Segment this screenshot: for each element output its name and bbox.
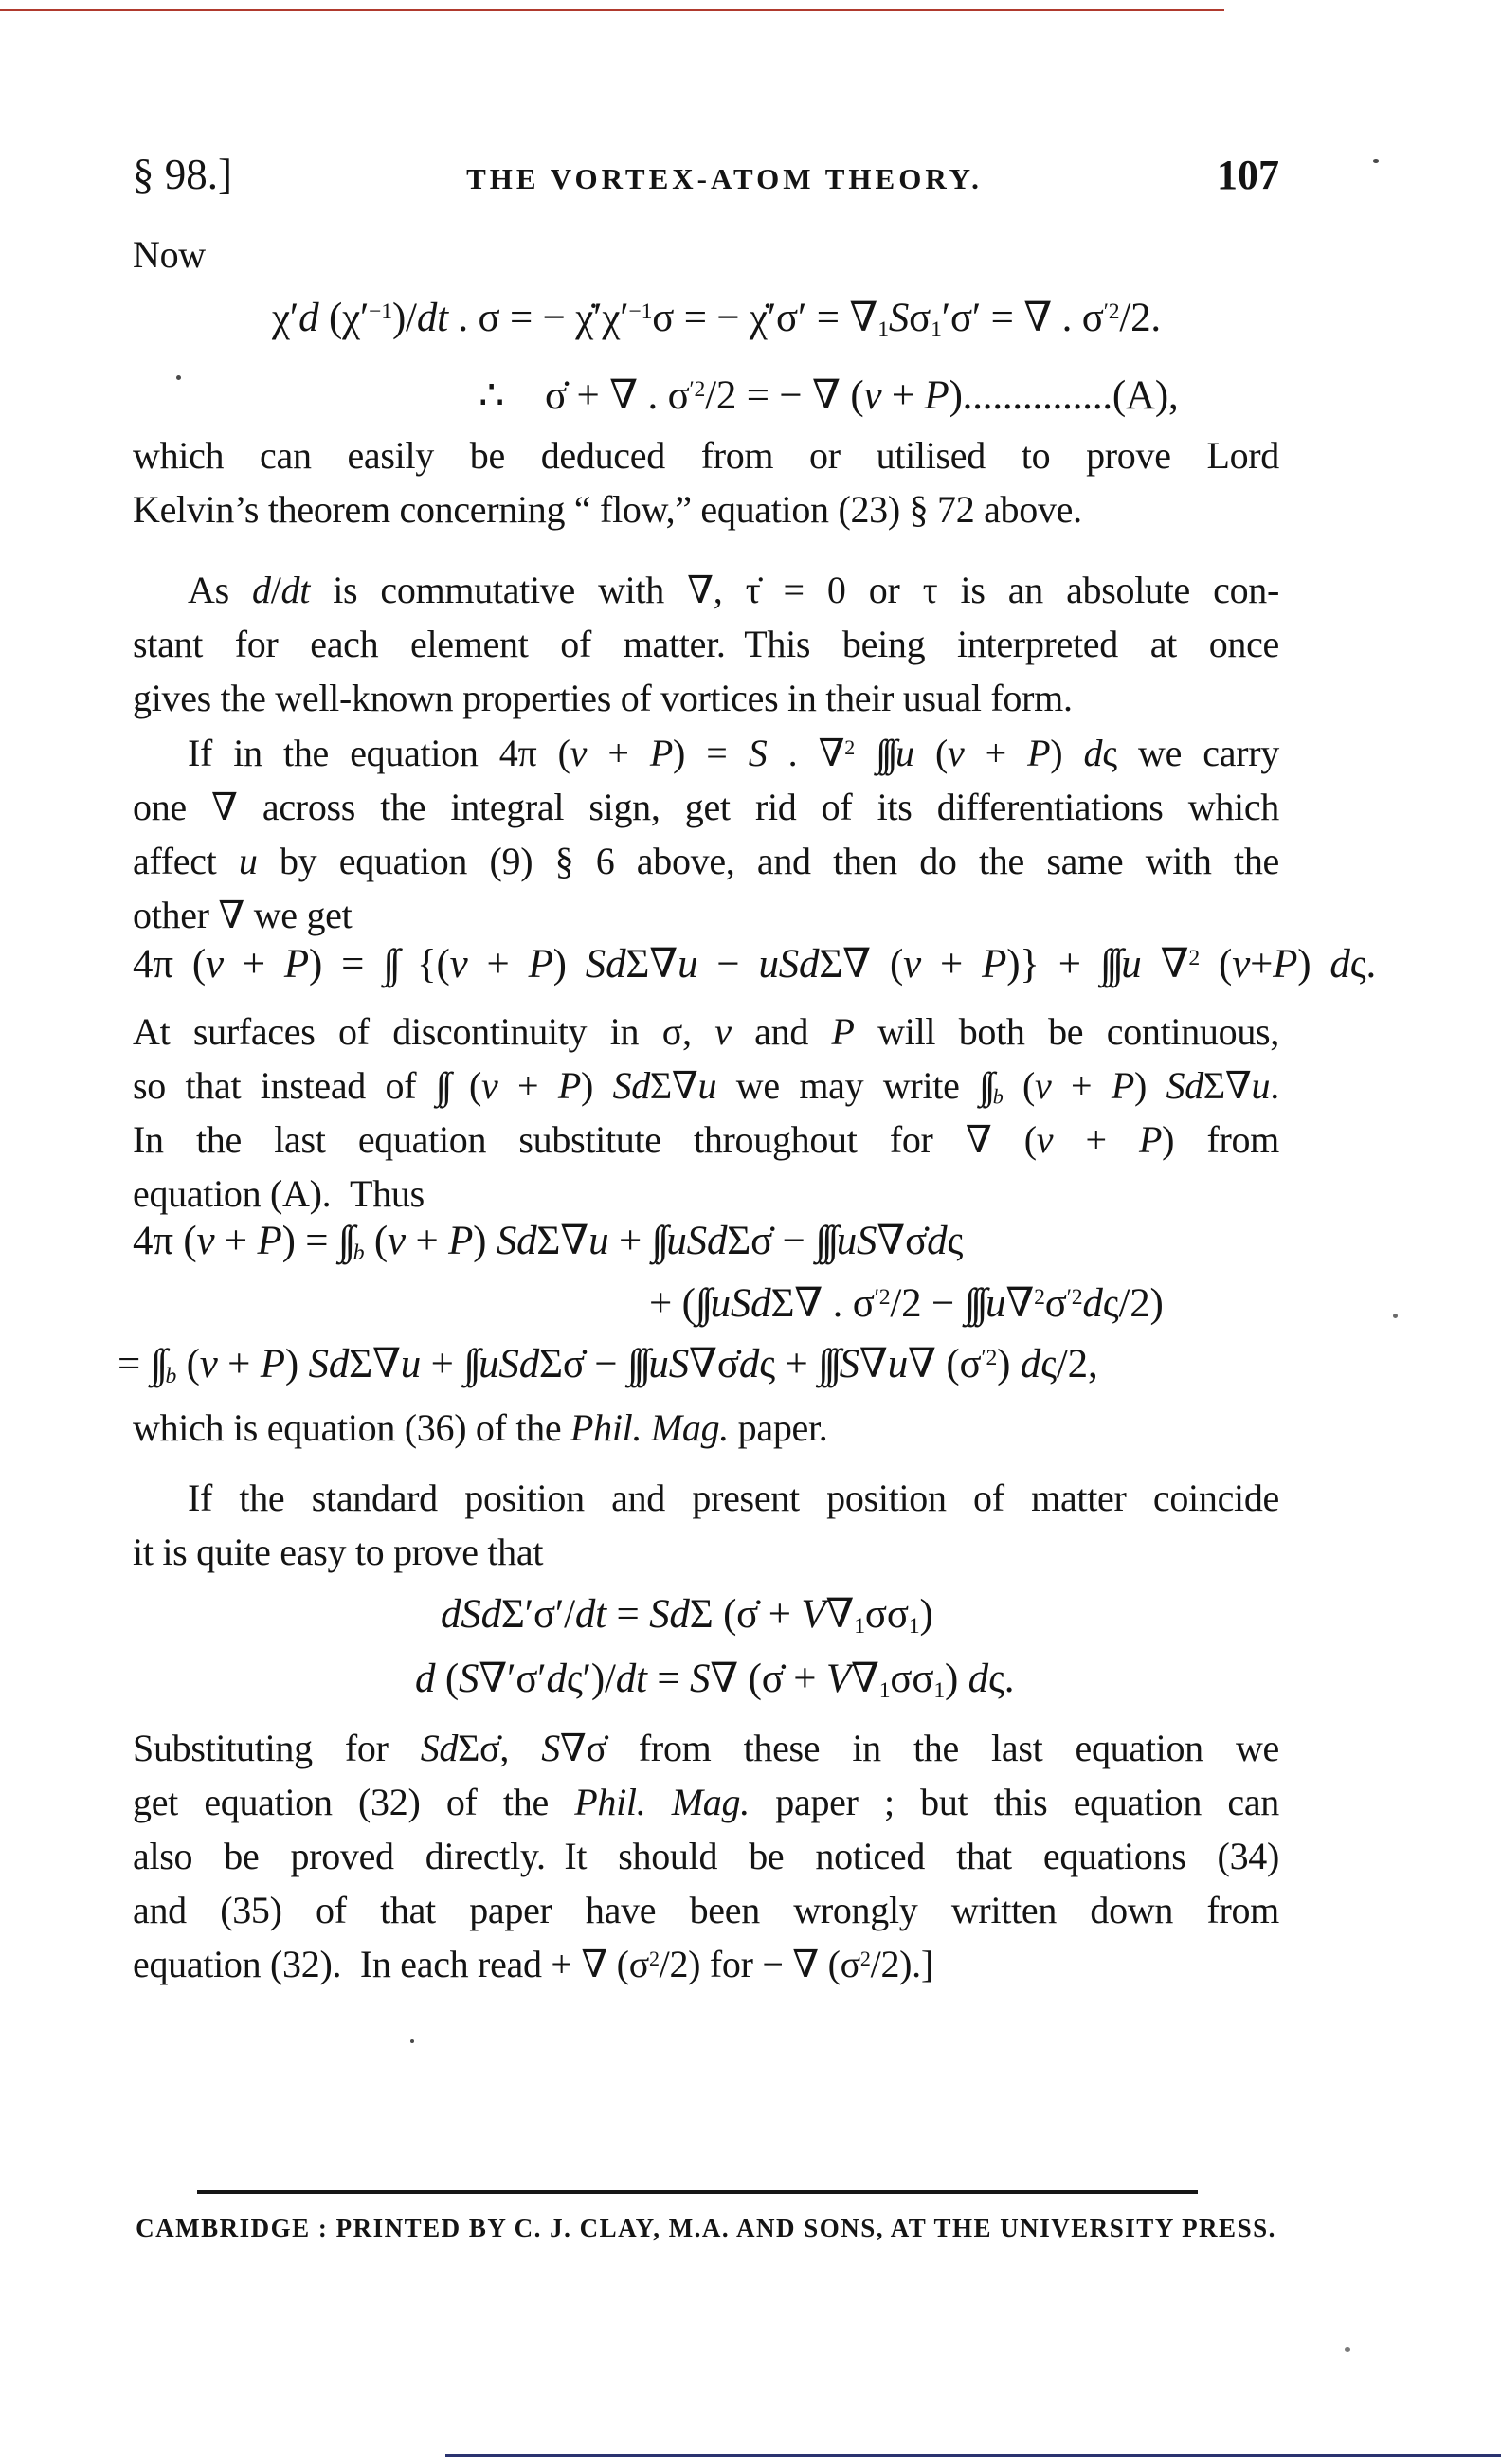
- scan-edge-artifact-top: [0, 9, 1224, 11]
- text-line: equation (32). In each read + ∇ $(\sigma^2/2)$ for − ∇ $(\sigma^2/2)$.]: [133, 1943, 933, 1985]
- text-line: As d/dt is commutative with ∇, τ̇ = 0 or τ is an absolute con-: [188, 569, 1279, 611]
- paragraph-equation-36: [133, 1401, 1279, 1455]
- text-line: other ∇ we get: [133, 894, 353, 936]
- text-line: gives the well-known properties of vortices in their usual form.: [133, 677, 1073, 719]
- text-line: If the standard position and present position of matter coincide: [188, 1477, 1279, 1519]
- equation-block-line-2: + (∫∫uSdΣ∇ . $\sigma^{'2}/2 - \int\int\int u\nabla^2\sigma^{'2}d\varsigma/2$): [649, 1281, 1164, 1326]
- equation-coincide-line-1: dSdΣ′σ′/dt = SdΣ (σ̇ + $V\nabla_1\sigma\sigma_1$): [441, 1592, 933, 1639]
- paragraph-commutative: [133, 563, 1279, 725]
- page-header: [133, 150, 1279, 199]
- text-line: Substituting for SdΣσ̇, S∇σ̇ from these in the last equation we: [133, 1727, 1279, 1769]
- ink-speck: [410, 2039, 414, 2043]
- paragraph-discontinuity: [133, 1005, 1279, 1221]
- text-line: Now: [133, 233, 206, 276]
- paragraph-if-equation: [133, 726, 1279, 942]
- paragraph-substituting: [133, 1721, 1279, 1991]
- text-line: equation (A). Thus: [133, 1172, 425, 1215]
- printer-imprint: CAMBRIDGE : PRINTED BY C. J. CLAY, M.A. AND SONS, AT THE UNIVERSITY PRESS.: [136, 2214, 1276, 2242]
- text-line: get equation (32) of the Phil. Mag. paper ; but this equation can: [133, 1781, 1280, 1823]
- equation-surface-integral: 4π (v + P) = ∫∫ {(v + P) SdΣ∇u − uSdΣ∇ (v + P)} + ∫∫∫u ∇$^2$ (v+P) dς.: [133, 942, 1377, 987]
- text-line: Kelvin’s theorem concerning “ flow,” equation (23) § 72 above.: [133, 488, 1082, 531]
- equation-block-line-1: 4π (v + P) = ∫∫ $_b$ (v + P) SdΣ∇u + ∫∫uSdΣσ̇ − ∫∫∫uS∇σ̇dς: [133, 1219, 964, 1265]
- ink-speck: [176, 375, 181, 380]
- text-line: affect u by equation (9) § 6 above, and then do the same with the: [133, 840, 1279, 882]
- text-line: If in the equation 4π (v + P) = S . ∇$^2$ ∫∫∫u (v + P) dς we carry: [188, 732, 1279, 774]
- equation-block-line-3: = ∫∫ $_b$ (v + P) SdΣ∇u + ∫∫uSdΣσ̇ − ∫∫∫uS∇σ̇dς + ∫∫∫S∇u∇ $(\sigma^{'2})$ dς/2,: [118, 1342, 1098, 1388]
- equation-A: ∴ σ̇ + ∇ . $\sigma^{'2}/2$ = − ∇ (v + P)...............(A),: [479, 373, 1179, 418]
- ink-speck: [1373, 159, 1379, 163]
- paragraph-now: [133, 227, 1279, 281]
- text-line: so that instead of ∫∫ (v + P) SdΣ∇u we may write ∫∫ $_b$ (v + P) SdΣ∇u.: [133, 1064, 1279, 1109]
- text-line: which can easily be deduced from or utilised to prove Lord: [133, 434, 1279, 477]
- equation-chi-identity: χ′d $(\chi'^{-1})/dt$ . σ = − $\chi̇'\chi'^{-1}\sigma$ = − χ̇′σ′ = $\nabla_1S\sigma_1'\sigma'$ = ∇ . $\sigma^{'2}/2$.: [272, 296, 1161, 342]
- ink-speck: [1345, 2347, 1350, 2352]
- text-line: At surfaces of discontinuity in σ, v and P will both be continuous,: [133, 1010, 1279, 1053]
- page-number: 107: [1217, 152, 1279, 198]
- paragraph-standard-position: [133, 1471, 1279, 1579]
- text-line: which is equation (36) of the Phil. Mag. paper.: [133, 1406, 828, 1449]
- scan-edge-artifact-bottom: [445, 2454, 1501, 2457]
- text-line: one ∇ across the integral sign, get rid of its differentiations which: [133, 786, 1279, 828]
- footer-rule: [197, 2190, 1198, 2194]
- ink-speck: [1393, 1314, 1398, 1318]
- text-line: stant for each element of matter. This being interpreted at once: [133, 623, 1279, 665]
- text-line: and (35) of that paper have been wrongly written down from: [133, 1889, 1279, 1931]
- text-line: it is quite easy to prove that: [133, 1531, 544, 1573]
- equation-coincide-line-2: d (S∇′σ′dς′)/dt = S∇ (σ̇ + $V\nabla_1\sigma\sigma_1$) dς.: [415, 1657, 1015, 1703]
- running-title: THE VORTEX-ATOM THEORY.: [466, 162, 983, 195]
- text-line: In the last equation substitute throughout for ∇ (v + P) from: [133, 1118, 1279, 1161]
- section-marker: § 98.]: [133, 151, 232, 198]
- text-line: also be proved directly. It should be noticed that equations (34): [133, 1835, 1279, 1877]
- paragraph-kelvin: [133, 428, 1279, 536]
